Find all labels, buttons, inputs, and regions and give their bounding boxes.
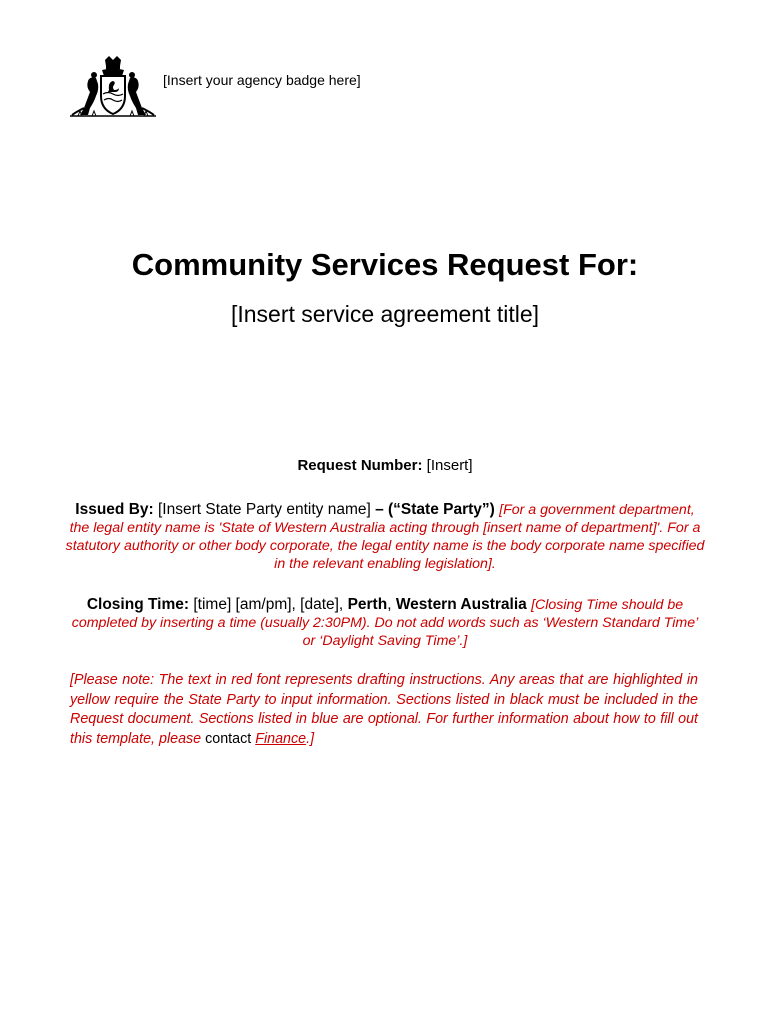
state-party-suffix: – (“State Party”)	[375, 501, 495, 518]
closing-time-instruction: [Closing Time should be completed by inserting a time (usually 2:30PM). Do not add words such as ‘Western Standard Time’ or ‘Daylight Saving Time’.]	[71, 597, 699, 649]
closing-city: Perth	[347, 596, 388, 613]
document-title: Community Services Request For:	[131, 247, 639, 282]
finance-link[interactable]: Finance	[255, 730, 307, 747]
drafting-note-end: .]	[306, 730, 315, 747]
closing-comma: ,	[387, 596, 392, 613]
request-number-value: [Insert]	[426, 457, 473, 474]
closing-time-section	[64, 596, 706, 650]
request-number-label: Request Number:	[297, 457, 423, 474]
wa-coat-of-arms-icon	[68, 54, 158, 122]
issued-by-value: [Insert State Party entity name]	[157, 501, 371, 518]
closing-time-value: [time] [am/pm], [date],	[193, 596, 344, 613]
closing-time-label: Closing Time:	[86, 596, 190, 613]
drafting-note	[70, 671, 698, 749]
issued-by-label: Issued By:	[75, 501, 154, 518]
service-agreement-title: [Insert service agreement title]	[230, 301, 540, 327]
closing-state: Western Australia	[395, 596, 527, 613]
issued-by-section	[64, 501, 706, 573]
issued-by-instruction: [For a government department, the legal entity name is 'State of Western Australia acting through [insert name of department]'. For a statutory authority or other body corporate, the legal entity name is the body corporate name specified in the relevant enabling legislation].	[65, 502, 705, 572]
request-number	[0, 457, 770, 474]
drafting-note-contact: contact	[205, 730, 252, 747]
badge-placeholder-text: [Insert your agency badge here]	[163, 72, 361, 88]
drafting-note-text: [Please note: The text in red font represents drafting instructions. Any areas that are highlighted in yellow require the State Party to input information. Sections listed in black must be included in the Request document. Sections listed in blue are optional. For further information about how to fill out this template, please	[70, 672, 698, 747]
